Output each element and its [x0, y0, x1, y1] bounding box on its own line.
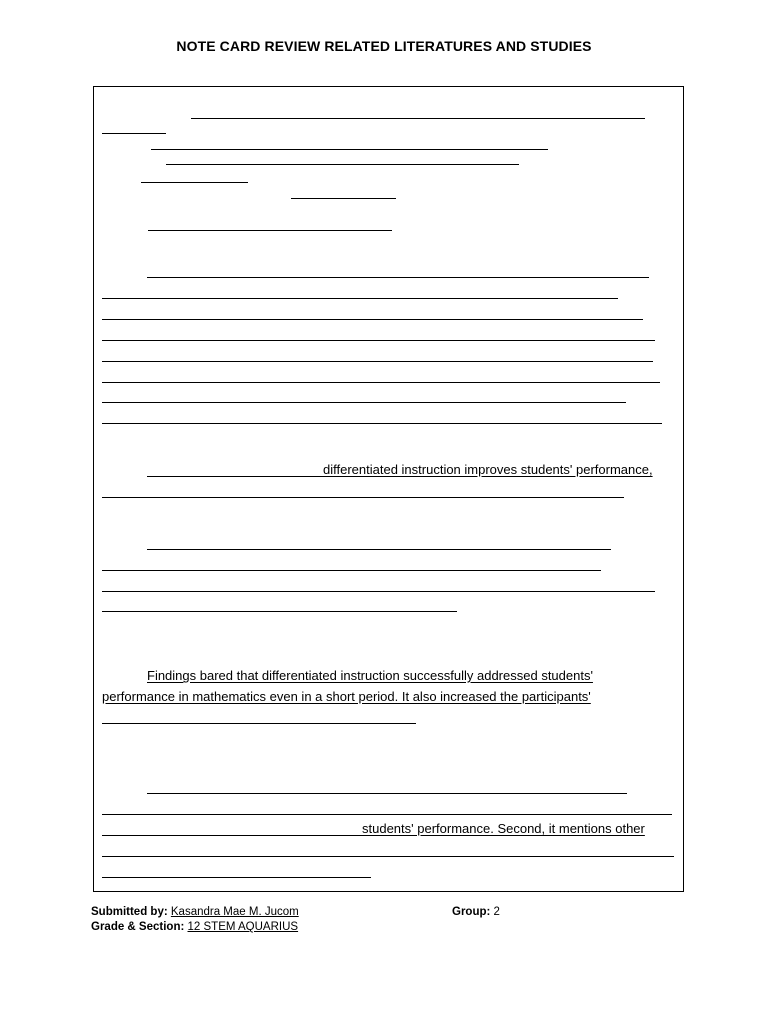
- group-label: Group:: [452, 906, 491, 918]
- blank-line: [147, 793, 627, 794]
- blank-line: [102, 611, 457, 612]
- page-title: NOTE CARD REVIEW RELATED LITERATURES AND STUDIES: [176, 38, 592, 54]
- blank-line: [151, 149, 548, 150]
- blank-line: [102, 298, 618, 299]
- blank-line: [141, 182, 248, 183]
- blank-line: [147, 277, 649, 278]
- grade-section-label: Grade & Section:: [91, 921, 185, 933]
- grade-section: [91, 921, 298, 933]
- submitted-by: [91, 906, 299, 918]
- blank-line: [148, 230, 392, 231]
- blank-line: [102, 133, 166, 134]
- blank-line: [147, 476, 323, 477]
- submitted-by-label: Submitted by:: [91, 906, 168, 918]
- blank-line: [102, 591, 655, 592]
- blank-line: [102, 382, 660, 383]
- blank-line: [102, 856, 674, 857]
- blank-line: [191, 118, 645, 119]
- blank-line: [102, 319, 643, 320]
- blank-line: [102, 402, 626, 403]
- text-fragment: students' performance. Second, it mentions other: [362, 821, 645, 836]
- blank-line: [102, 814, 672, 815]
- findings-line-2: performance in mathematics even in a short period. It also increased the participants': [102, 689, 591, 704]
- text-fragment: differentiated instruction improves students' performance,: [323, 462, 653, 477]
- blank-line: [166, 164, 519, 165]
- blank-line: [102, 423, 662, 424]
- blank-line: [147, 549, 611, 550]
- findings-line-1: Findings bared that differentiated instruction successfully addressed students': [147, 668, 593, 683]
- note-card: [93, 86, 684, 892]
- blank-line: [102, 877, 371, 878]
- blank-line: [102, 340, 655, 341]
- group: [452, 906, 500, 918]
- grade-section-value: 12 STEM AQUARIUS: [187, 921, 299, 933]
- blank-line: [102, 723, 416, 724]
- blank-line: [102, 497, 624, 498]
- submitted-by-value: Kasandra Mae M. Jucom: [170, 906, 299, 918]
- blank-line: [102, 361, 653, 362]
- blank-line: [102, 570, 601, 571]
- group-value: 2: [493, 906, 500, 918]
- blank-line: [102, 835, 362, 836]
- blank-line: [291, 198, 396, 199]
